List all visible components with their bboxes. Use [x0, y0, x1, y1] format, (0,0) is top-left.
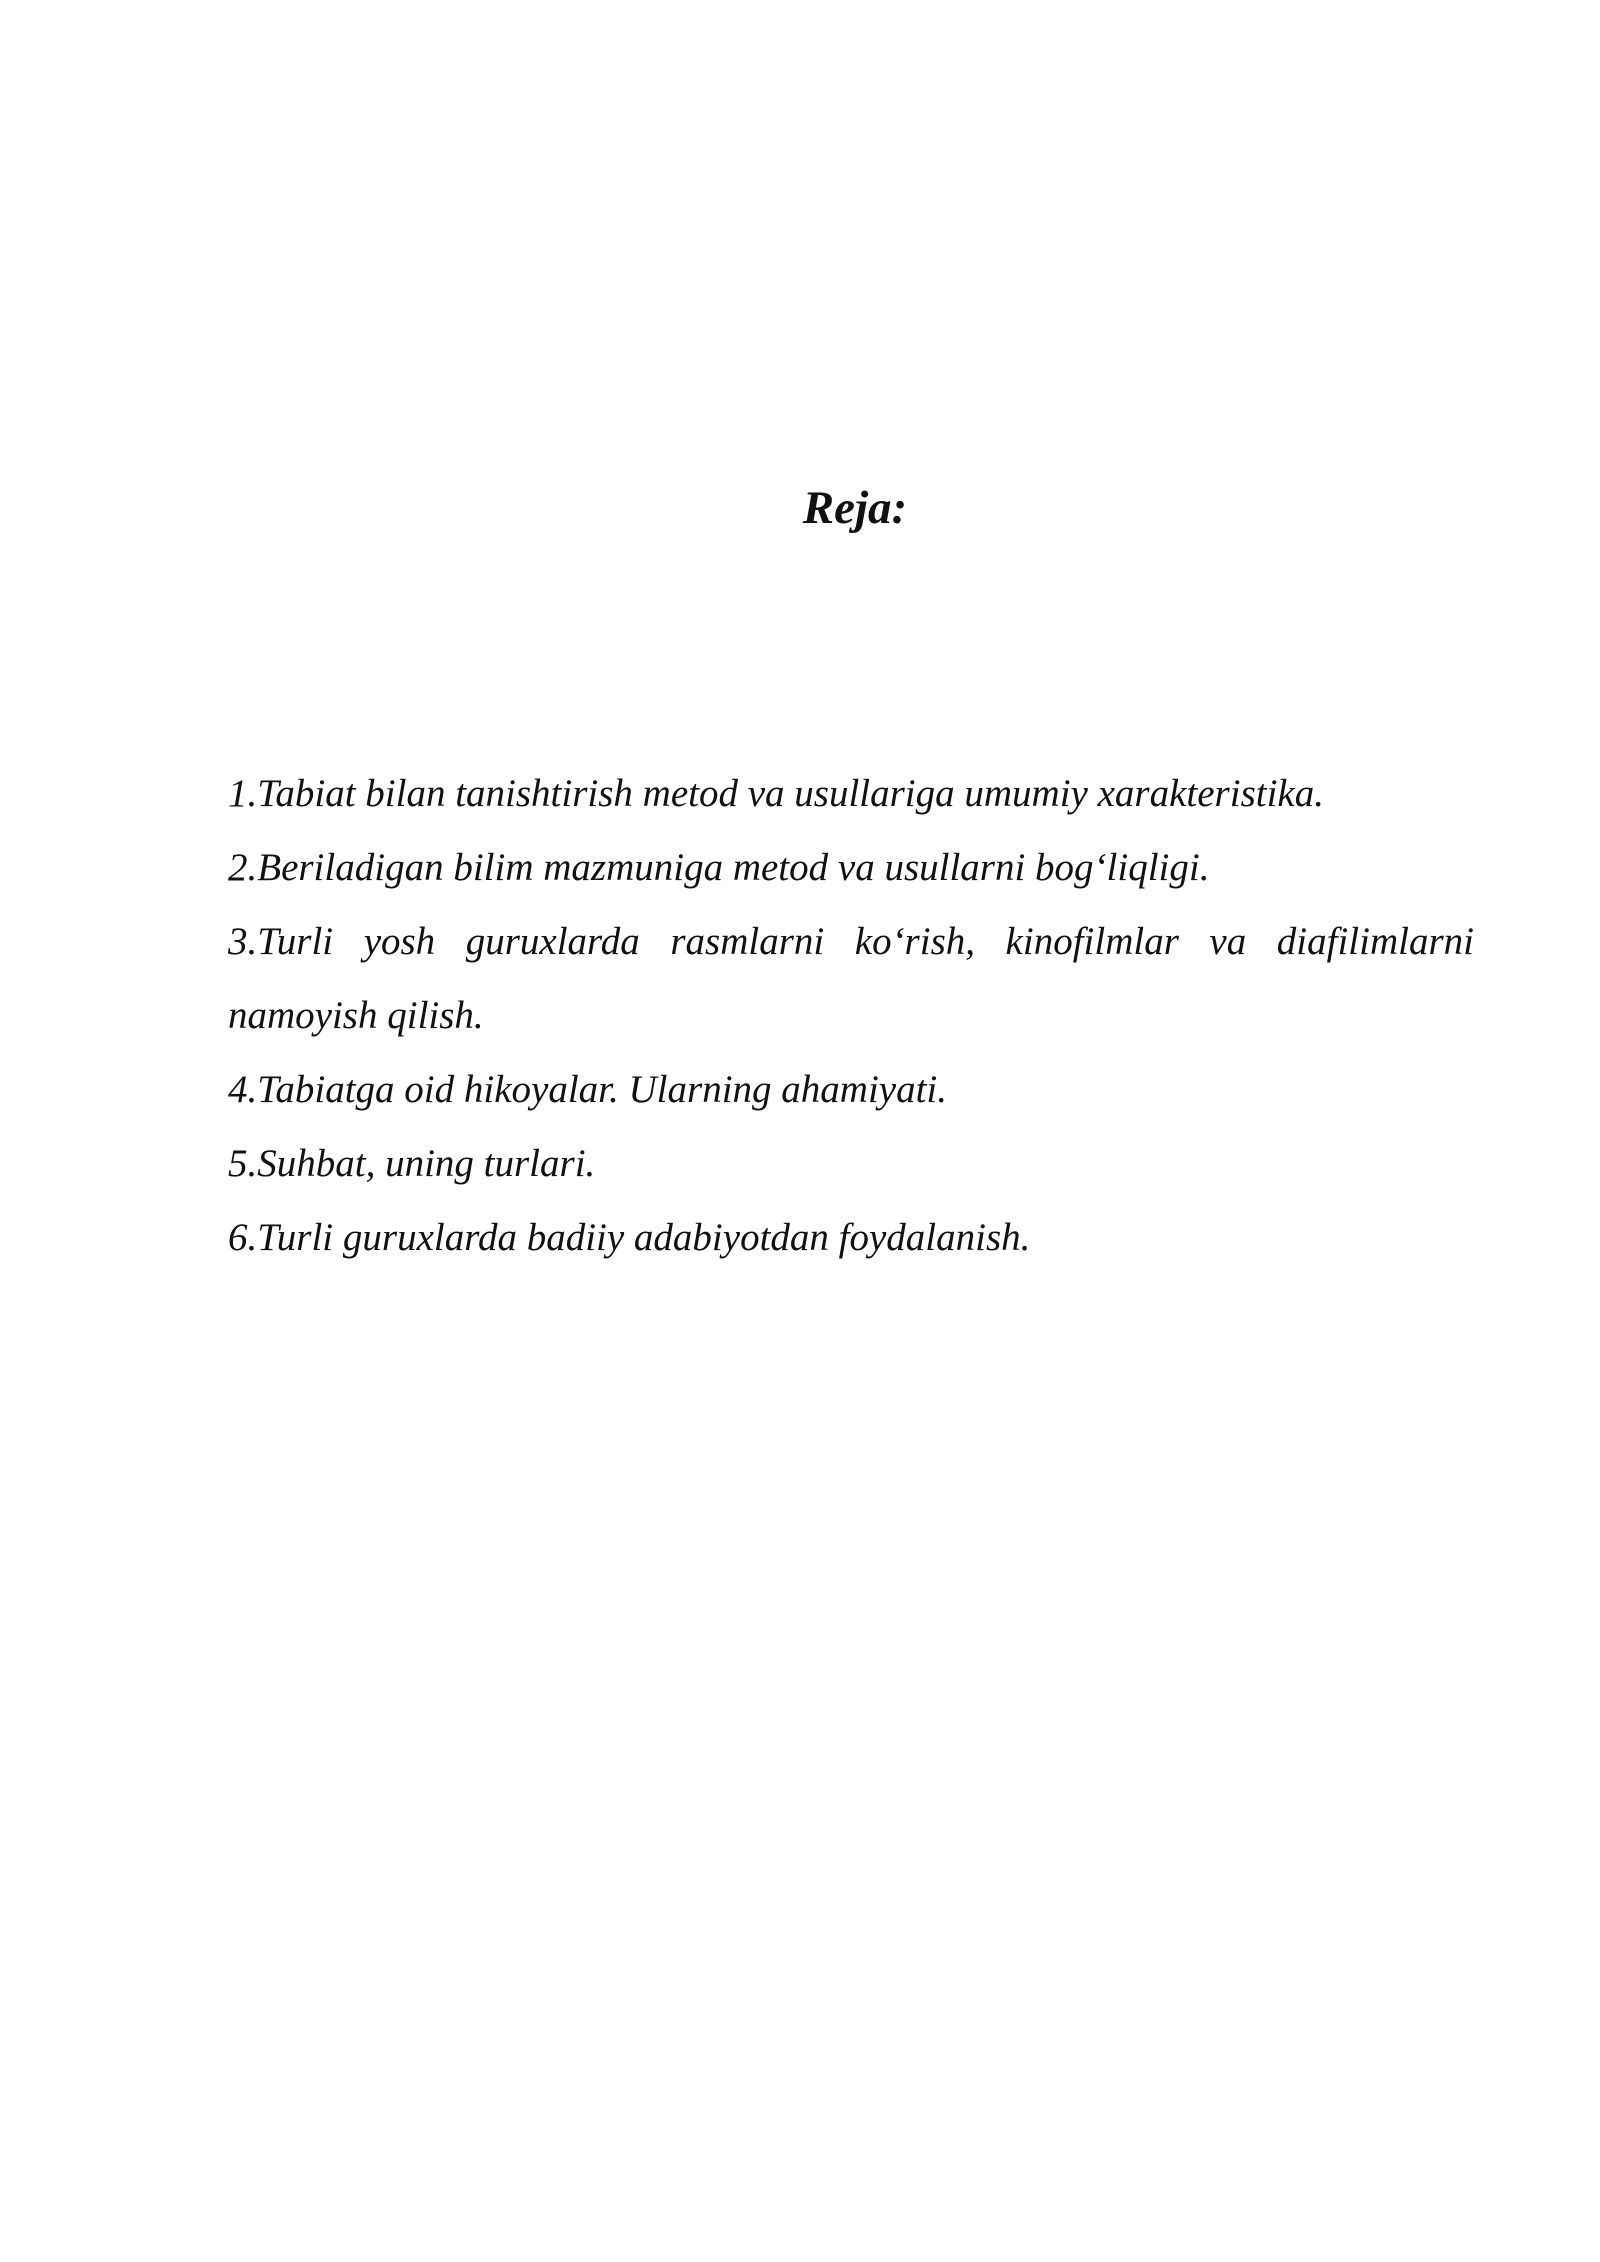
list-item: 2.Beriladigan bilim mazmuniga metod va usullarni bog‘liqligi.	[228, 846, 1210, 889]
list-item: 6.Turli guruxlarda badiiy adabiyotdan foydalanish.	[228, 1216, 1031, 1259]
list-item: 4.Tabiatga oid hikoyalar. Ularning ahamiyati.	[228, 1068, 948, 1111]
plan-list	[228, 757, 1474, 1275]
list-item: 3.Turli yosh guruxlarda rasmlarni ko‘rish, kinofilmlar va diafilimlarni namoyish qilish.	[228, 920, 1474, 1037]
list-item: 5.Suhbat, uning turlari.	[228, 1142, 596, 1185]
page-title: Reja:	[802, 482, 908, 534]
list-item: 1.Tabiat bilan tanishtirish metod va usullariga umumiy xarakteristika.	[228, 772, 1324, 815]
